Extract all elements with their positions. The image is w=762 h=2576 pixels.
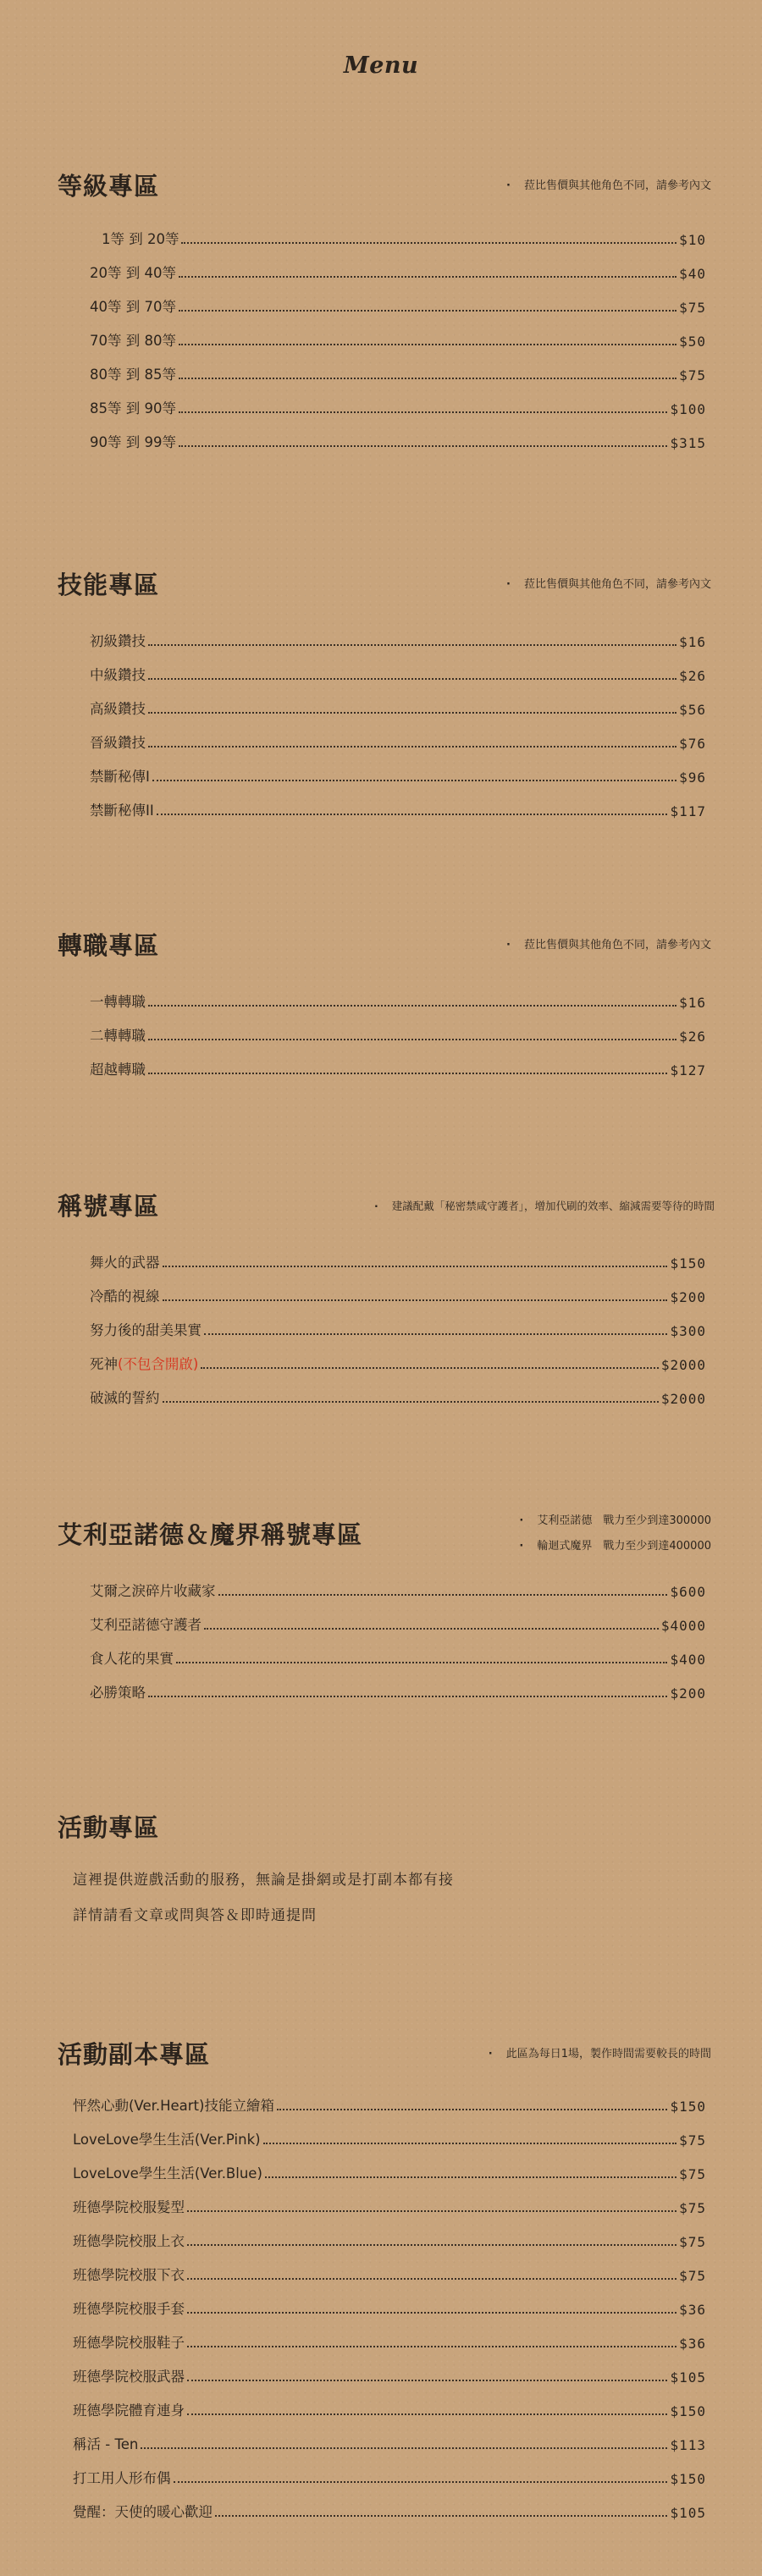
description-line: 詳情請看文章或問與答＆即時通提問: [73, 1907, 317, 1924]
item-name: 晉級鑽技: [90, 735, 146, 751]
dot-leader: [148, 644, 676, 646]
item-name: 40等 到 70等: [90, 299, 176, 315]
item-price: $75: [679, 300, 706, 316]
menu-row: [58, 214, 711, 248]
item-price: $400: [670, 1652, 706, 1668]
menu-row: [58, 718, 711, 752]
menu-row: [58, 2182, 711, 2216]
note-line: · 菈比售價與其他角色不同，請參考內文: [506, 572, 711, 598]
item-name: 艾爾之淚碎片收藏家: [90, 1583, 216, 1599]
note-line: · 建議配戴「秘密禁咸守護者」，增加代刷的效率、縮減需要等待的時間: [374, 1194, 715, 1219]
item-name-main: 死神: [90, 1356, 118, 1372]
item-price: $2000: [660, 1391, 706, 1407]
note-line: · 輪迴式魔界 戰力至少到達400000: [519, 1534, 711, 1559]
menu-row: [58, 282, 711, 316]
section-job: [58, 926, 711, 1078]
note-line: · 此區為每日1場，製作時間需要較長的時間: [489, 2042, 711, 2067]
item-name: 1等 到 20等: [102, 231, 179, 247]
item-price: $36: [679, 2302, 706, 2318]
menu-row: [58, 2318, 711, 2352]
item-price: $16: [679, 995, 706, 1011]
item-name: [90, 1353, 198, 1373]
dot-leader: [179, 445, 667, 447]
item-name: LoveLove學生生活(Ver.Blue): [73, 2165, 262, 2182]
item-price: $75: [679, 2166, 706, 2182]
item-price: $75: [679, 2200, 706, 2216]
menu-row: [58, 2115, 711, 2149]
section-elrios: [58, 1515, 711, 1702]
menu-row: [58, 2386, 711, 2419]
item-name: 20等 到 40等: [90, 265, 176, 281]
menu-row: [58, 2149, 711, 2182]
dot-leader: [163, 1266, 668, 1267]
dot-leader: [148, 1696, 667, 1697]
item-name: 中級鑽技: [90, 667, 146, 683]
note-line: · 艾利亞諾德 戰力至少到達300000: [519, 1509, 711, 1534]
item-price: $75: [679, 2268, 706, 2284]
item-name: 禁斷秘傳II: [90, 803, 154, 819]
dot-leader: [148, 1005, 676, 1007]
dot-leader: [187, 2244, 676, 2246]
menu-row: [58, 650, 711, 684]
dot-leader: [263, 2143, 677, 2144]
item-price: $100: [670, 401, 706, 417]
item-price: $76: [679, 736, 706, 752]
dot-leader: [215, 2515, 667, 2517]
item-name: 班德學院校服髮型: [73, 2199, 185, 2215]
item-price: $10: [679, 232, 706, 248]
item-price: $200: [670, 1685, 706, 1702]
dot-leader: [187, 2312, 676, 2314]
description-line: 這裡提供遊戲活動的服務，無論是掛網或是打副本都有接: [73, 1872, 454, 1889]
section-title: 技能專區: [58, 571, 160, 599]
price-list: [58, 2081, 711, 2521]
dot-leader: [179, 344, 676, 345]
item-price: $56: [679, 702, 706, 718]
item-price: $105: [670, 2369, 706, 2386]
item-name: 一轉轉職: [90, 994, 146, 1010]
menu-row: [58, 1339, 711, 1373]
dot-leader: [179, 378, 676, 379]
section-titles: [58, 1187, 715, 1407]
item-name: 70等 到 80等: [90, 333, 176, 349]
item-price: $150: [670, 1255, 706, 1271]
price-list: [58, 1566, 711, 1702]
dot-leader: [176, 1662, 667, 1663]
price-list: [58, 214, 711, 451]
item-price: $50: [679, 334, 706, 350]
item-price: $4000: [660, 1618, 706, 1634]
dot-leader: [204, 1333, 667, 1335]
dot-leader: [187, 2210, 676, 2212]
section-notes: [506, 933, 711, 958]
section-skill: [58, 565, 711, 819]
dot-leader: [148, 1073, 667, 1074]
note-line: · 菈比售價與其他角色不同，請參考內文: [506, 933, 711, 958]
item-name: 班德學院校服手套: [73, 2301, 185, 2317]
menu-row: [58, 2284, 711, 2318]
item-name: 艾利亞諾德守護者: [90, 1617, 202, 1633]
menu-row: [58, 316, 711, 350]
menu-row: [58, 1634, 711, 1668]
item-name: 85等 到 90等: [90, 400, 176, 416]
item-name: 高級鑽技: [90, 701, 146, 717]
section-description: [58, 1862, 711, 1933]
menu-row: [58, 1668, 711, 1702]
section-title: 活動副本專區: [58, 2040, 211, 2069]
dot-leader: [201, 1367, 658, 1369]
menu-row: [58, 2453, 711, 2487]
item-name: 怦然心動(Ver.Heart)技能立繪箱: [73, 2098, 274, 2114]
item-name: LoveLove學生生活(Ver.Pink): [73, 2132, 261, 2148]
menu-row: [58, 2250, 711, 2284]
menu-row: [58, 2487, 711, 2521]
section-level: [58, 167, 711, 451]
item-name: 班德學院校服上衣: [73, 2233, 185, 2249]
dot-leader: [179, 276, 676, 278]
section-notes: [506, 572, 711, 598]
item-price: $600: [670, 1584, 706, 1600]
item-name-note: (不包含開啟): [118, 1356, 199, 1372]
dot-leader: [218, 1594, 668, 1596]
item-price: $75: [679, 2132, 706, 2149]
item-name: 稱活 - Ten: [73, 2436, 139, 2452]
dot-leader: [181, 242, 676, 244]
menu-row: [58, 1305, 711, 1339]
price-list: [58, 1238, 711, 1407]
item-name: 超越轉職: [90, 1062, 146, 1078]
section-notes: [489, 2042, 711, 2067]
dot-leader: [148, 746, 676, 747]
menu-row: [58, 616, 711, 650]
menu-row: [58, 1600, 711, 1634]
menu-row: [58, 350, 711, 383]
menu-row: [58, 977, 711, 1011]
menu-row: [58, 684, 711, 718]
dot-leader: [157, 814, 668, 815]
item-name: 禁斷秘傳I: [90, 769, 150, 785]
menu-row: [58, 2216, 711, 2250]
dot-leader: [179, 310, 676, 312]
menu-row: [58, 752, 711, 786]
item-name: 班德學院校服下衣: [73, 2267, 185, 2283]
menu-row: [58, 2081, 711, 2115]
dot-leader: [141, 2447, 667, 2449]
item-name: 努力後的甜美果實: [90, 1322, 202, 1338]
section-title: 稱號專區: [58, 1192, 160, 1221]
item-price: $2000: [660, 1357, 706, 1373]
section-notes: [374, 1194, 715, 1219]
section-notes: [506, 174, 711, 199]
item-price: $117: [670, 803, 706, 819]
item-name: 打工用人形布偶: [73, 2470, 171, 2486]
dot-leader: [148, 1039, 676, 1040]
item-name: 班德學院體育連身: [73, 2402, 185, 2419]
item-name: 冷酷的視線: [90, 1288, 160, 1305]
item-name: 80等 到 85等: [90, 367, 176, 383]
menu-row: [58, 1271, 711, 1305]
note-line: · 菈比售價與其他角色不同，請參考內文: [506, 174, 711, 199]
item-name: 破滅的誓約: [90, 1390, 160, 1406]
item-price: $105: [670, 2505, 706, 2521]
item-name: 初級鑽技: [90, 633, 146, 649]
item-name: 舞火的武器: [90, 1255, 160, 1271]
section-title: 艾利亞諾德＆魔界稱號專區: [58, 1520, 363, 1549]
dot-leader: [148, 712, 676, 714]
dot-leader: [277, 2109, 667, 2110]
section-title: 轉職專區: [58, 931, 160, 960]
item-name: 食人花的果實: [90, 1651, 174, 1667]
menu-row: [58, 2352, 711, 2386]
section-event: [58, 1808, 711, 1933]
menu-row: [58, 1011, 711, 1045]
item-price: $150: [670, 2471, 706, 2487]
item-name: 二轉轉職: [90, 1028, 146, 1044]
menu-row: [58, 1566, 711, 1600]
item-name: 覺醒：天使的暖心歡迎: [73, 2504, 213, 2520]
dot-leader: [163, 1401, 659, 1403]
item-name: 90等 到 99等: [90, 434, 176, 450]
menu-row: [58, 383, 711, 417]
item-price: $40: [679, 266, 706, 282]
item-price: $127: [670, 1062, 706, 1078]
section-event-dungeon: [58, 2035, 711, 2521]
dot-leader: [187, 2346, 676, 2347]
item-price: $150: [670, 2403, 706, 2419]
page-title: Menu: [343, 52, 419, 79]
item-price: $26: [679, 1029, 706, 1045]
dot-leader: [187, 2278, 676, 2280]
item-name: 必勝策略: [90, 1685, 146, 1701]
item-name: 班德學院校服武器: [73, 2369, 185, 2385]
dot-leader: [265, 2176, 676, 2178]
dot-leader: [187, 2413, 667, 2415]
item-name: 班德學院校服鞋子: [73, 2335, 185, 2351]
menu-row: [58, 786, 711, 819]
menu-row: [58, 1238, 711, 1271]
section-title: 活動專區: [58, 1813, 160, 1842]
dot-leader: [204, 1628, 659, 1630]
item-price: $16: [679, 634, 706, 650]
dot-leader: [163, 1299, 668, 1301]
menu-row: [58, 417, 711, 451]
menu-row: [58, 248, 711, 282]
price-list: [58, 616, 711, 819]
item-price: $113: [670, 2437, 706, 2453]
dot-leader: [174, 2481, 668, 2483]
item-price: $75: [679, 2234, 706, 2250]
menu-row: [58, 1373, 711, 1407]
dot-leader: [148, 678, 676, 680]
item-price: $150: [670, 2099, 706, 2115]
price-list: [58, 977, 711, 1078]
item-price: $96: [679, 769, 706, 786]
item-price: $315: [670, 435, 706, 451]
dot-leader: [179, 411, 667, 413]
item-price: $300: [670, 1323, 706, 1339]
dot-leader: [187, 2380, 667, 2381]
menu-row: [58, 1045, 711, 1078]
section-notes: [519, 1509, 711, 1559]
item-price: $200: [670, 1289, 706, 1305]
item-price: $75: [679, 367, 706, 383]
item-price: $36: [679, 2336, 706, 2352]
item-price: $26: [679, 668, 706, 684]
dot-leader: [152, 780, 676, 781]
menu-row: [58, 2419, 711, 2453]
section-title: 等級專區: [58, 172, 160, 201]
